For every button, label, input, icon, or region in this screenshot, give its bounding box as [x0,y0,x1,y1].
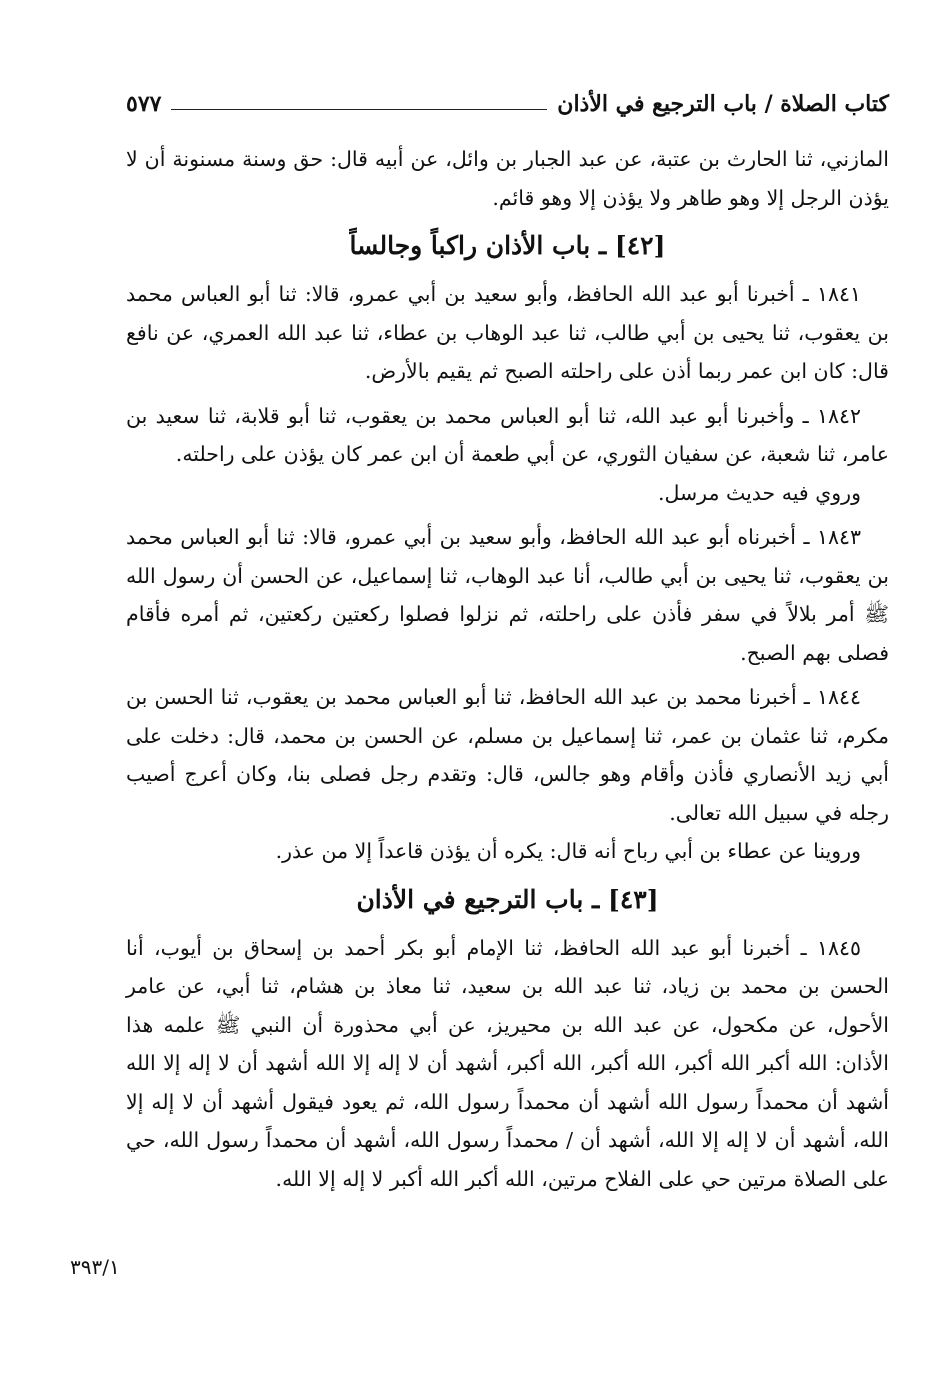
page-body [126,140,889,1198]
margin-reference: ٣٩٣/١ [70,1255,120,1279]
hadith-1843: ١٨٤٣ ـ أخبرناه أبو عبد الله الحافظ، وأبو سعيد بن أبي عمرو، قالا: ثنا أبو العباس محمد بن يعقوب، ثنا يحيى بن أبي طالب، أنا عبد الوهاب، ثنا إسماعيل، عن الحسن أن رسول الله ﷺ أمر بلالاً في سفر فأذن على راحلته، ثم نزلوا فصلوا ركعتين ركعتين، ثم أمره فأقام فصلى بهم الصبح. [126,525,889,665]
paragraph-continuation: المازني، ثنا الحارث بن عتبة، عن عبد الجبار بن وائل، عن أبيه قال: حق وسنة مسنونة أن لا يؤذن الرجل إلا وهو طاهر ولا يؤذن إلا وهو قائم. [126,147,889,210]
hadith-1841: ١٨٤١ ـ أخبرنا أبو عبد الله الحافظ، وأبو سعيد بن أبي عمرو، قالا: ثنا أبو العباس محمد بن يعقوب، ثنا يحيى بن أبي طالب، ثنا عبد الوهاب بن عطاء، ثنا عبد الله العمري، عن نافع قال: كان ابن عمر ربما أذن على راحلته الصبح ثم يقيم بالأرض. [126,282,889,383]
note-mursal: وروي فيه حديث مرسل. [657,480,861,505]
chapter-heading-43: [٤٣] ـ باب الترجيع في الأذان [356,884,659,914]
hadith-1842: ١٨٤٢ ـ وأخبرنا أبو عبد الله، ثنا أبو العباس محمد بن يعقوب، ثنا أبو قلابة، ثنا سعيد بن عامر، ثنا شعبة، عن سفيان الثوري، عن أبي طعمة أن ابن عمر كان يؤذن على راحلته. [126,403,889,466]
note-ata: وروينا عن عطاء بن أبي رباح أنه قال: يكره أن يؤذن قاعداً إلا من عذر. [275,839,861,863]
chapter-heading-42: [٤٢] ـ باب الأذان راكباً وجالساً [349,231,666,260]
hadith-1845: ١٨٤٥ ـ أخبرنا أبو عبد الله الحافظ، ثنا الإمام أبو بكر أحمد بن إسحاق بن أيوب، أنا الحسن بن محمد بن زياد، ثنا عبد الله بن سعيد، ثنا معاذ بن هشام، ثنا أبي، عن عامر الأحول، عن مكحول، عن عبد الله بن محيريز، عن أبي محذورة أن النبي ﷺ علمه هذا الأذان: الله أكبر الله أكبر، الله أكبر، الله أكبر، أشهد أن لا إله إلا الله أشهد أن لا إله إلا الله أشهد أن محمداً رسول الله أشهد أن محمداً رسول الله، ثم يعود فيقول أشهد أن لا إله إلا الله، أشهد أن لا إله إلا الله، أشهد أن / محمداً رسول الله، أشهد أن محمداً رسول الله، حي على الصلاة مرتين حي على الفلاح مرتين، الله أكبر الله أكبر لا إله إلا الله. [126,935,889,1191]
running-title: كتاب الصلاة / باب الترجيع في الأذان [557,91,889,117]
page-number: ٥٧٧ [126,91,162,117]
hadith-1844: ١٨٤٤ ـ أخبرنا محمد بن عبد الله الحافظ، ثنا أبو العباس محمد بن يعقوب، ثنا الحسن بن مكرم، ثنا عثمان بن عمر، ثنا إسماعيل بن مسلم، عن الحسن بن محمد، قال: دخلت على أبي زيد الأنصاري فأذن وأقام وهو جالس، قال: وتقدم رجل فصلى بنا، وكان أعرج أصيب رجله في سبيل الله تعالى. [126,685,889,825]
header-rule [171,109,547,110]
running-header [126,84,889,124]
